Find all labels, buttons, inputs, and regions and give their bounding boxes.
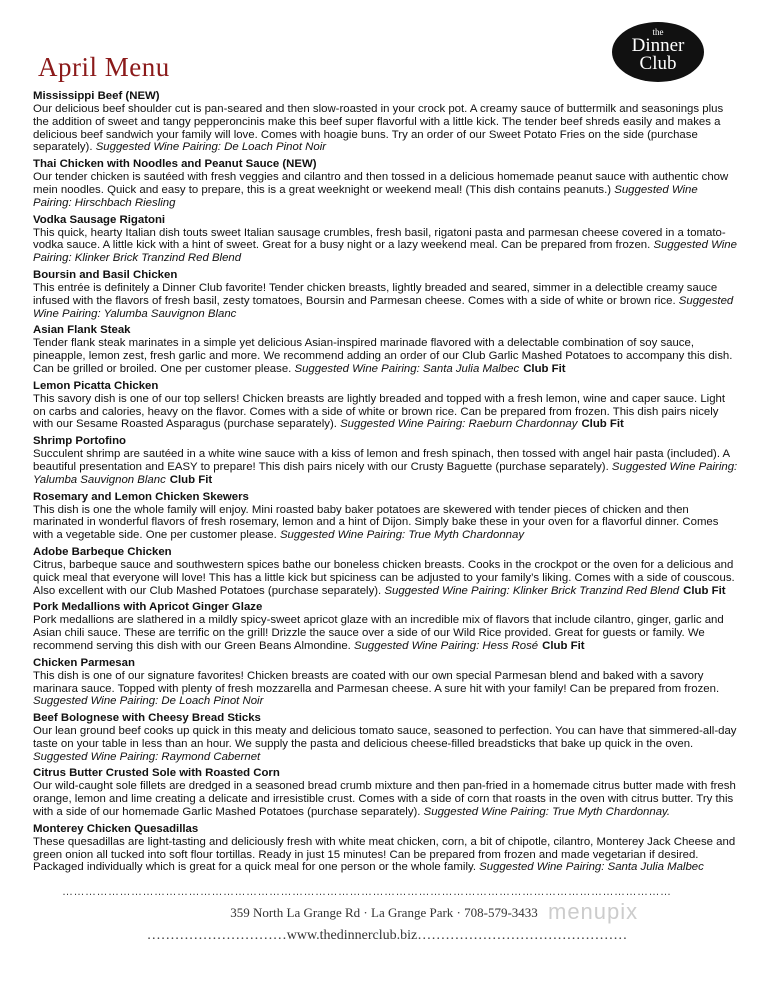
menu-item-description <box>33 227 739 265</box>
footer-website: …………………………www.thedinnerclub.biz……………………………………… <box>146 928 628 943</box>
menu-item-description <box>33 559 739 597</box>
menu-item-description-text: Citrus, barbeque sauce and southwestern spices bathe our boneless chicken breasts. Cooks in the crockpot or the oven for a delicious and quick meal that everyone will love! This has a little kick but spiciness can be adjusted to your family’s liking. Comes with a side of couscous. Also excellent with our Club Mashed Potatoes (purchase separately). <box>33 558 735 597</box>
club-fit-badge: Club Fit <box>683 584 726 597</box>
menu-item <box>33 767 739 818</box>
logo-line-club: Club <box>639 53 677 74</box>
menu-item <box>33 269 739 320</box>
menu-item-description <box>33 614 739 652</box>
menu-item-description-text: These quesadillas are light-tasting and deliciously fresh with white meat chicken, corn, a bit of chipotle, cilantro, Monterey Jack Cheese and green onion all tucked into soft flour tortillas. Ready in just 15 minutes! Can be prepared from frozen and made vegetarian if desired. Packaged individually which is great for a quick meal for one person or the whole family. <box>33 835 736 874</box>
wine-pairing: Suggested Wine Pairing: Hirschbach Riesling <box>33 183 698 209</box>
logo-line-dinner: Dinner <box>631 35 685 56</box>
menu-item <box>33 546 739 597</box>
menu-item <box>33 324 739 375</box>
wine-pairing: Suggested Wine Pairing: Yalumba Sauvignon Blanc <box>33 460 738 486</box>
club-fit-badge: Club Fit <box>581 418 624 431</box>
wine-pairing: Suggested Wine Pairing: Raymond Cabernet <box>33 750 261 763</box>
menu-item-description <box>33 780 739 818</box>
menu-item-description <box>33 337 739 375</box>
wine-pairing: Suggested Wine Pairing: Hess Rosé <box>354 639 539 652</box>
menu-item-description <box>33 282 739 320</box>
footer-address: 359 North La Grange Rd · La Grange Park · 708-579-3433 <box>230 905 538 920</box>
wine-pairing: Suggested Wine Pairing: Santa Julia Malbec <box>294 362 520 375</box>
menu-item-name: Asian Flank Steak <box>33 324 131 337</box>
menu-item-description-text: This savory dish is one of our top sellers! Chicken breasts are lightly breaded and topped with a fresh lemon, wine and caper sauce. Light on carbs and calories, heavy on the flavor. Comes with a side of white or brown rice. Can be prepared from frozen. This dish pairs nicely with our Sesame Roasted Asparagus (purchase separately). <box>33 392 726 431</box>
menu-item <box>33 158 739 209</box>
menu-item-name: Chicken Parmesan <box>33 656 135 669</box>
menu-item-name: Vodka Sausage Rigatoni <box>33 213 166 226</box>
menu-item-name: Citrus Butter Crusted Sole with Roasted Corn <box>33 767 280 780</box>
menu-item-description-text: Our wild-caught sole fillets are dredged in a seasoned bread crumb mixture and then pan-fried in a homemade citrus butter made with fresh orange, lemon and lime creating a delicate and irresistible crust. Comes with a side of corn that roasts in the oven with citrus butter. Try this with a side of our homemade Garlic Mashed Potatoes (purchase separately). <box>33 780 736 819</box>
menu-item-description <box>33 725 739 763</box>
menu-list <box>33 90 739 878</box>
menu-item-name: Lemon Picatta Chicken <box>33 379 159 392</box>
wine-pairing: Suggested Wine Pairing: True Myth Chardonnay. <box>423 806 671 819</box>
menu-item <box>33 214 739 265</box>
menu-item-description <box>33 836 739 874</box>
menu-item-description <box>33 103 739 154</box>
menu-item-description <box>33 393 739 431</box>
menu-item-name: Pork Medallions with Apricot Ginger Glaze <box>33 601 263 614</box>
menu-item <box>33 823 739 874</box>
footer-divider: …………………………………………………………………………………………………………………………………………… <box>62 886 672 898</box>
menu-item <box>33 657 739 708</box>
wine-pairing: Suggested Wine Pairing: Raeburn Chardonnay <box>340 418 578 431</box>
wine-pairing: Suggested Wine Pairing: Santa Julia Malbec <box>479 861 704 874</box>
menu-item-description-text: This quick, hearty Italian dish touts sweet Italian sausage crumbles, fresh basil, rigatoni pasta and parmesan cheese covered in a tomato-vodka sauce. A little kick with a hint of sweet. Great for a busy night or a lazy weekend meal. Can be prepared from frozen. <box>33 226 726 252</box>
page-title: April Menu <box>38 52 170 82</box>
menu-item <box>33 90 739 154</box>
menu-item-name: Monterey Chicken Quesadillas <box>33 822 199 835</box>
menu-item-name: Adobe Barbeque Chicken <box>33 545 172 558</box>
club-fit-badge: Club Fit <box>542 639 585 652</box>
menu-item-description-text: Our lean ground beef cooks up quick in this meaty and delicious tomato sauce, seasoned to perfection. You can have that simmered-all-day taste on your table in less than an hour. We supply the pasta and delicious cheese-filled breadsticks that bake up quick in the oven. <box>33 725 737 750</box>
logo-line-the: the <box>652 27 664 37</box>
menu-item-name: Mississippi Beef (NEW) <box>33 90 160 102</box>
menu-item-description <box>33 448 739 486</box>
wine-pairing: Suggested Wine Pairing: Klinker Brick Tranzind Red Blend <box>33 239 737 265</box>
menu-item-description-text: This dish is one the whole family will enjoy. Mini roasted baby baker potatoes are skewered with tender pieces of chicken and then marinated in wonderful flavors of fresh rosemary, lemon and a hint of Dijon. Simply bake these in your oven for a flavorful dinner. Comes with a vegetable side. One per customer please. <box>33 503 719 542</box>
menu-item-description-text: This dish is one of our signature favorites! Chicken breasts are coated with our own special Parmesan blend and baked with a savory marinara sauce. Topped with plenty of fresh mozzarella and Parmesan cheese. A sure hit with your family! Can be prepared from frozen. <box>33 669 720 695</box>
wine-pairing: Suggested Wine Pairing: True Myth Chardonnay <box>279 529 525 542</box>
menu-item-name: Shrimp Portofino <box>33 435 127 448</box>
menu-item-name: Beef Bolognese with Cheesy Bread Sticks <box>33 712 261 725</box>
menu-item-description <box>33 504 739 542</box>
menu-item <box>33 601 739 652</box>
club-fit-badge: Club Fit <box>523 362 566 375</box>
menu-item <box>33 712 739 763</box>
watermark: menupix <box>548 899 639 924</box>
menu-item-description-text: Tender flank steak marinates in a simple yet delicious Asian-inspired marinade flavored with a delectable combination of soy sauce, pineapple, lemon zest, fresh garlic and more. We recommend adding an order of our Club Garlic Mashed Potatoes to accompany this dish. Can be grilled or broiled. One per customer please. <box>33 337 733 375</box>
menu-item-description <box>33 670 739 708</box>
menu-item-name: Boursin and Basil Chicken <box>33 268 178 281</box>
menu-item <box>33 435 739 486</box>
menu-item-name: Rosemary and Lemon Chicken Skewers <box>33 490 249 503</box>
menu-item-description-text: Pork medallions are slathered in a mildly spicy-sweet apricot glaze with an incredible mix of flavors that include cilantro, ginger, garlic and Asian chili sauce. These are terrific on the grill! Drizzle the sauce over a side of our Wild Rice provided. Great for guests or family. We recommend serving this dish with our Green Beans Almondine. <box>33 614 724 652</box>
wine-pairing: Suggested Wine Pairing: De Loach Pinot Noir <box>95 141 327 154</box>
club-fit-badge: Club Fit <box>169 473 213 486</box>
wine-pairing: Suggested Wine Pairing: Klinker Brick Tranzind Red Blend <box>384 584 680 597</box>
menu-item-description-text: Our delicious beef shoulder cut is pan-seared and then slow-roasted in your crock pot. A creamy sauce of buttermilk and seasonings plus the addition of sweet and tangy pepperoncinis make this beef super flavorful with a little kick. The tender beef shreds easily and makes a delicious beef sandwich your family will love. Comes with hoagie buns. Try an order of our Sweet Potato Fries on the side (purchase separately). <box>33 103 724 154</box>
menu-item-name: Thai Chicken with Noodles and Peanut Sauce (NEW) <box>33 158 317 171</box>
menu-item-description-text: Our tender chicken is sautéed with fresh veggies and cilantro and then tossed in a delicious homemade peanut sauce with authentic chow mein noodles. Quick and easy to prepare, this is a great weeknight or weekend meal! (This dish contains peanuts.) <box>33 171 729 196</box>
menu-item-description-text: This entrée is definitely a Dinner Club favorite! Tender chicken breasts, lightly breaded and seared, simmer in a delectible creamy sauce infused with the flavors of fresh basil, zesty tomatoes, Boursin and Parmesan cheese. Comes with a side of white or brown rice. <box>33 281 718 307</box>
menu-item-description-text: Succulent shrimp are sautéed in a white wine sauce with a kiss of lemon and fresh spinach, then tossed with angel hair pasta (included). A beautiful presentation and EASY to prepare! This dish pairs nicely with our Crusty Baguette (purchase separately). <box>33 448 730 473</box>
dinner-club-logo <box>612 22 704 82</box>
menu-item-description <box>33 171 739 209</box>
wine-pairing: Suggested Wine Pairing: De Loach Pinot Noir <box>33 695 264 708</box>
menu-item <box>33 380 739 431</box>
wine-pairing: Suggested Wine Pairing: Yalumba Sauvignon Blanc <box>33 294 734 320</box>
menu-item <box>33 491 739 542</box>
